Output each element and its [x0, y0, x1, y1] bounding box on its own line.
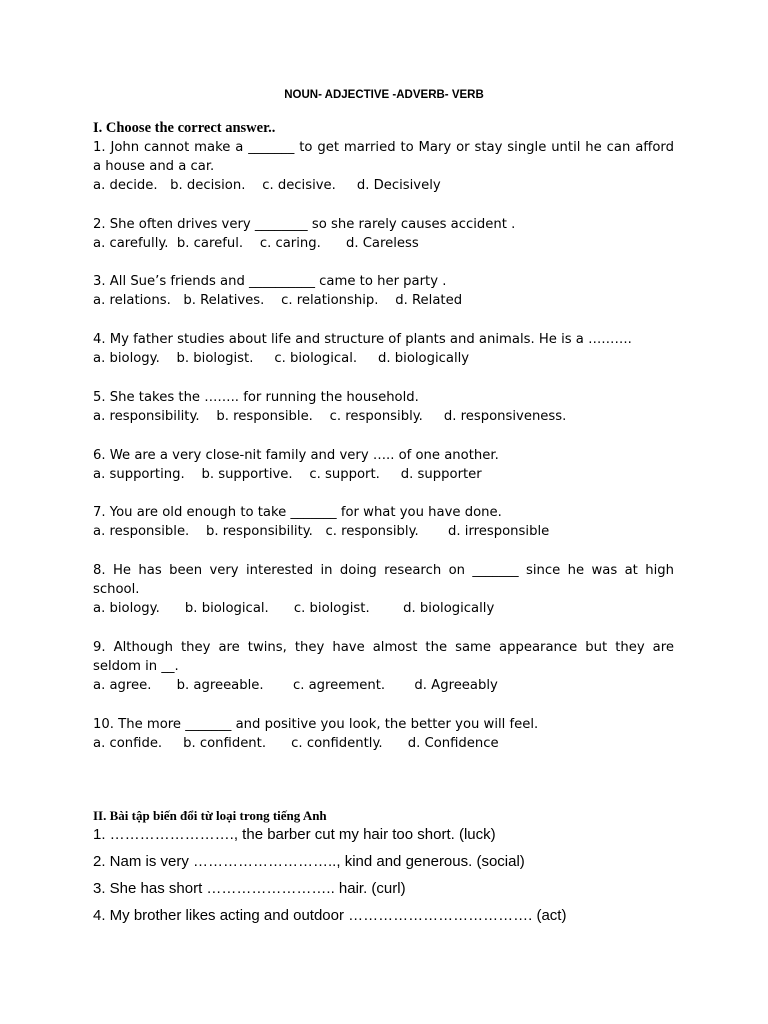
- question-10: [93, 715, 674, 753]
- question-8: [93, 561, 674, 618]
- question-stem: 10. The more _______ and positive you look, the better you will feel.: [93, 717, 539, 732]
- question-options: a. responsible. b. responsibility. c. responsibly. d. irresponsible: [93, 524, 550, 539]
- question-stem: 4. My father studies about life and structure of plants and animals. He is a ……….: [93, 332, 632, 347]
- question-5: [93, 388, 674, 426]
- question-stem: 1. John cannot make a _______ to get married to Mary or stay single until he can afford a house and a car.: [93, 140, 674, 174]
- question-stem: 8. He has been very interested in doing research on _______ since he was at high school.: [93, 563, 674, 597]
- question-options: a. supporting. b. supportive. c. support. d. supporter: [93, 467, 482, 482]
- section-1-heading: I. Choose the correct answer..: [93, 120, 276, 136]
- question-options: a. decide. b. decision. c. decisive. d. Decisively: [93, 178, 441, 193]
- question-options: a. agree. b. agreeable. c. agreement. d. Agreeably: [93, 678, 498, 693]
- question-3: [93, 272, 674, 310]
- question-stem: 2. She often drives very ________ so she rarely causes accident .: [93, 217, 516, 232]
- exercise-item-2: 2. Nam is very ……………………….., kind and generous. (social): [93, 853, 525, 870]
- question-2: [93, 215, 674, 253]
- question-stem: 6. We are a very close-nit family and very ….. of one another.: [93, 448, 499, 463]
- question-options: a. carefully. b. careful. c. caring. d. Careless: [93, 236, 419, 251]
- question-options: a. biology. b. biological. c. biologist. d. biologically: [93, 601, 495, 616]
- question-stem: 9. Although they are twins, they have almost the same appearance but they are seldom in __.: [93, 640, 674, 674]
- exercise-item-4: 4. My brother likes acting and outdoor ………………………………. (act): [93, 907, 567, 924]
- question-options: a. relations. b. Relatives. c. relationship. d. Related: [93, 293, 463, 308]
- exercise-item-3: 3. She has short …………………….. hair. (curl): [93, 880, 406, 897]
- question-stem: 5. She takes the …….. for running the household.: [93, 390, 419, 405]
- question-stem: 7. You are old enough to take _______ for what you have done.: [93, 505, 502, 520]
- question-4: [93, 330, 674, 368]
- question-7: [93, 503, 674, 541]
- question-options: a. confide. b. confident. c. confidently. d. Confidence: [93, 736, 499, 751]
- question-6: [93, 446, 674, 484]
- question-stem: 3. All Sue’s friends and __________ came to her party .: [93, 274, 447, 289]
- question-options: a. biology. b. biologist. c. biological. d. biologically: [93, 351, 470, 366]
- exercise-item-1: 1. ……………………., the barber cut my hair too short. (luck): [93, 826, 496, 843]
- question-9: [93, 638, 674, 695]
- question-1: [93, 138, 674, 195]
- question-options: a. responsibility. b. responsible. c. responsibly. d. responsiveness.: [93, 409, 567, 424]
- section-2-heading: II. Bài tập biến đổi từ loại trong tiếng Anh: [93, 808, 327, 823]
- page-title: NOUN- ADJECTIVE -ADVERB- VERB: [284, 89, 484, 101]
